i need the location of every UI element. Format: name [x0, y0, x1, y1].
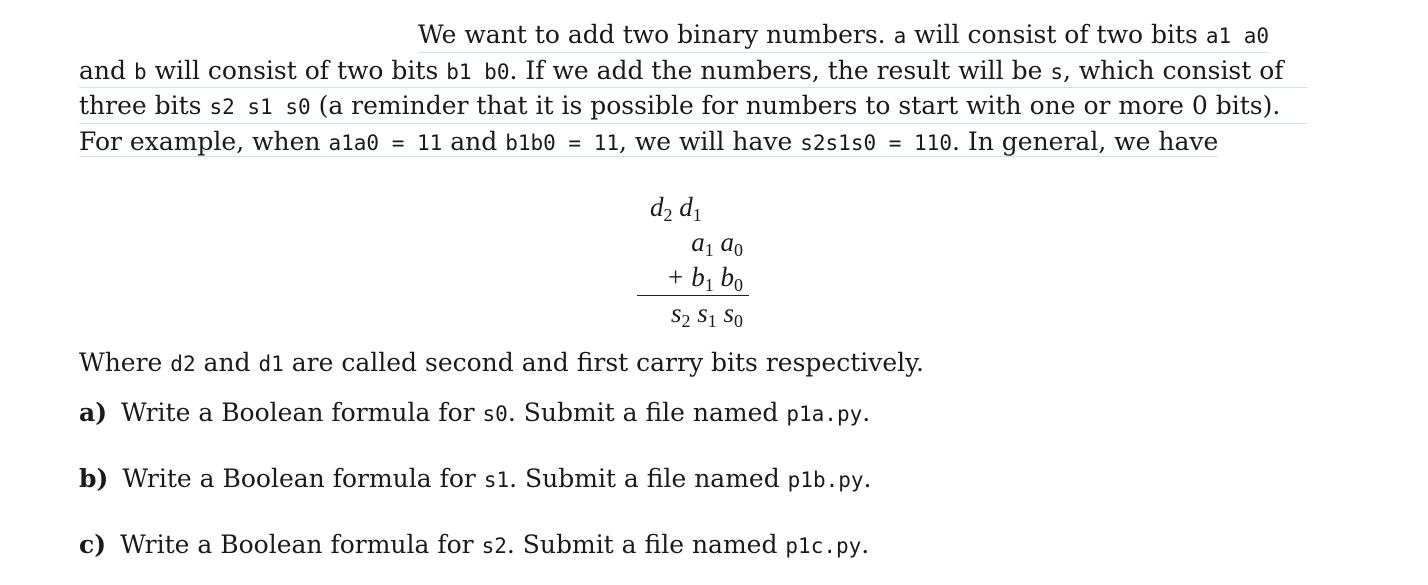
code-var: s0: [482, 402, 508, 426]
text-span: [79, 88, 1307, 124]
text: and: [203, 348, 251, 377]
carry-bits-note: [79, 345, 924, 382]
text: . In general, we have: [951, 126, 1219, 156]
intro-paragraph: [79, 17, 1307, 159]
math-var: a: [691, 227, 705, 257]
text: will consist of two bits: [154, 55, 439, 85]
text: , which consist of: [1063, 55, 1284, 85]
text-span: [79, 53, 1307, 89]
code-d2: d2: [170, 352, 196, 376]
intro-line-4: [79, 124, 1307, 160]
text: .: [861, 530, 870, 559]
question-text: . Submit a file named: [507, 398, 779, 427]
code-s2-s1-s0: s2 s1 s0: [209, 95, 311, 119]
code-s: s: [1050, 59, 1064, 84]
text: and: [450, 126, 498, 156]
math-var: b: [720, 262, 734, 292]
code-var: s1: [483, 468, 510, 492]
text: , we will have: [619, 126, 793, 156]
math-var: s: [723, 298, 734, 328]
subscript: 1: [704, 240, 714, 260]
text: three bits: [79, 91, 202, 120]
file-name: p1b.py: [787, 468, 864, 492]
text: We want to add two binary numbers.: [418, 20, 886, 49]
math-var: d: [679, 192, 693, 222]
question-c: [79, 527, 869, 564]
code-var: s2: [481, 534, 507, 558]
text: For example, when: [79, 126, 321, 156]
intro-line-2: [79, 53, 1307, 89]
question-label: a): [79, 398, 108, 427]
code-a: a: [893, 24, 907, 48]
subscript: 0: [734, 240, 743, 260]
text: .: [862, 398, 871, 427]
code-b1-b0: b1 b0: [446, 59, 510, 84]
addition-layout: [637, 190, 749, 331]
intro-line-1: [79, 17, 1307, 53]
math-var: b: [691, 262, 705, 292]
subscript: 2: [663, 205, 673, 225]
plus-sign: +: [668, 262, 684, 292]
code-b1b0-eq: b1b0 = 11: [505, 130, 619, 155]
file-name: p1a.py: [786, 402, 863, 426]
question-text: . Submit a file named: [509, 464, 780, 493]
text: Where: [79, 348, 163, 377]
text: .: [863, 464, 872, 493]
math-var: a: [720, 227, 734, 257]
addend-a-row: [637, 225, 749, 260]
subscript: 1: [704, 275, 714, 295]
text-span: [418, 17, 1269, 53]
text: and: [79, 55, 127, 85]
text: are called second and first carry bits respectively.: [291, 348, 924, 377]
question-label: b): [79, 464, 109, 493]
math-var: s: [670, 298, 682, 328]
text: (a reminder that it is possible for numbers to start with one or more 0 bits).: [318, 91, 1281, 120]
question-b: [79, 461, 871, 498]
subscript: 2: [681, 311, 691, 331]
subscript: 1: [692, 205, 702, 225]
code-b: b: [133, 59, 147, 84]
file-name: p1c.py: [785, 534, 862, 558]
question-text: Write a Boolean formula for: [121, 398, 475, 427]
code-d1: d1: [258, 352, 284, 376]
question-a: [79, 395, 870, 432]
code-a1a0-eq: a1a0 = 11: [328, 130, 443, 155]
question-text: Write a Boolean formula for: [122, 464, 476, 493]
code-a1-a0: a1 a0: [1205, 24, 1270, 48]
sum-row: [637, 295, 749, 331]
carry-row: [637, 190, 749, 225]
subscript: 1: [707, 311, 717, 331]
question-text: . Submit a file named: [506, 530, 778, 559]
math-var: d: [650, 192, 664, 222]
addend-b-row: [637, 260, 749, 295]
text: . If we add the numbers, the result will be: [509, 55, 1043, 85]
subscript: 0: [734, 311, 743, 331]
code-s2s1s0-eq: s2s1s0 = 110: [800, 130, 952, 155]
intro-line-3: [79, 88, 1307, 124]
math-var: s: [697, 298, 708, 328]
question-text: Write a Boolean formula for: [120, 530, 474, 559]
subscript: 0: [734, 275, 743, 295]
text-span: [79, 127, 1218, 157]
question-label: c): [79, 530, 107, 559]
text: will consist of two bits: [914, 20, 1198, 49]
